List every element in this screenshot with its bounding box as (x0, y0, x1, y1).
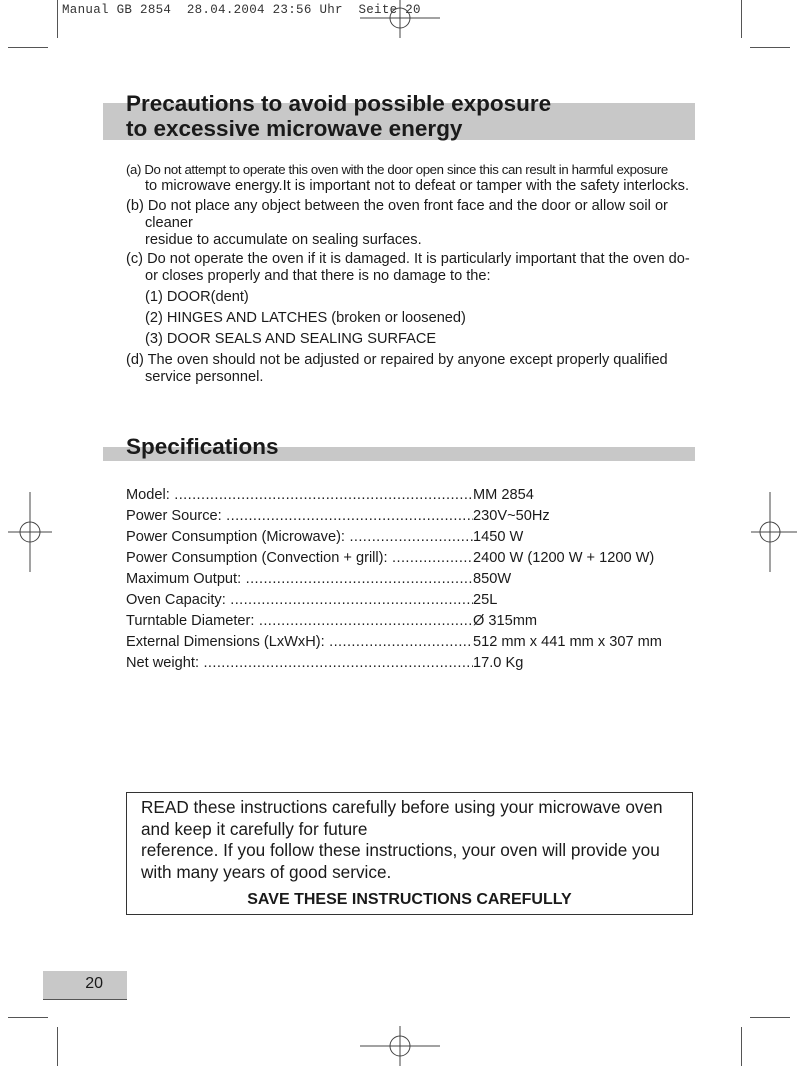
save-instructions-heading: SAVE THESE INSTRUCTIONS CAREFULLY (247, 891, 572, 908)
precaution-a-line1: (a) Do not attempt to operate this oven with the door open since this can result in harmful exposure (126, 162, 668, 177)
note-line4: with many years of good service. (141, 861, 392, 882)
spec-value: 25L (473, 592, 498, 608)
precaution-c (126, 251, 696, 285)
specifications-title: Specifications (126, 434, 279, 459)
spec-label: Oven Capacity: ..... (126, 590, 473, 611)
precaution-c-line2: or closes properly and that there is no damage to the: (145, 268, 491, 284)
note-line1: READ these instructions carefully before using your microwave oven (141, 797, 663, 817)
precautions-title-line1: Precautions to avoid possible exposure (126, 91, 552, 116)
spec-value: 2400 W (1200 W + 1200 W) (473, 550, 655, 566)
spec-value: 1450 W (473, 529, 524, 545)
precaution-d (126, 352, 696, 386)
spec-value: 230V~50Hz (473, 508, 550, 524)
precaution-d-line1: (d) The oven should not be adjusted or repaired by anyone except properly qualified (126, 352, 668, 368)
note-line3: reference. If you follow these instructions, your oven will provide you (141, 840, 660, 860)
spec-row (126, 653, 686, 674)
spec-value: 850W (473, 571, 512, 587)
precaution-b-line1: (b) Do not place any object between the oven front face and the door or allow soil or (126, 198, 668, 214)
registration-mark-bottom (360, 1026, 440, 1066)
spec-value: Ø 315mm (473, 613, 538, 629)
spec-row (126, 590, 686, 611)
precaution-d-line2: service personnel. (145, 369, 264, 385)
spec-value: 17.0 Kg (473, 655, 524, 671)
spec-row (126, 548, 686, 569)
spec-row (126, 611, 686, 632)
precaution-c-2: (2) HINGES AND LATCHES (broken or loosened) (145, 310, 466, 326)
spec-label: Power Source: ..... (126, 506, 473, 527)
page-number-tab (43, 971, 127, 1000)
spec-row (126, 632, 686, 653)
precaution-a-line2: to microwave energy.It is important not to defeat or tamper with the safety interlocks. (145, 178, 689, 194)
spec-label: Power Consumption (Microwave): ..... (126, 527, 473, 548)
precaution-c-line1: (c) Do not operate the oven if it is damaged. It is particularly important that the oven do- (126, 251, 690, 267)
spec-label: Maximum Output: ..... (126, 569, 473, 590)
note-line2: and keep it carefully for future (141, 818, 368, 839)
registration-mark-right (749, 492, 799, 572)
spec-label: Model: ..... (126, 485, 473, 506)
spec-label: Net weight: ..... (126, 653, 473, 674)
registration-mark-top (360, 0, 440, 40)
spec-row (126, 527, 686, 548)
spec-label: Turntable Diameter: ..... (126, 611, 473, 632)
spec-row (126, 569, 686, 590)
precaution-b-line3: residue to accumulate on sealing surfaces. (145, 232, 422, 248)
precaution-b-line2: cleaner (145, 215, 193, 231)
specifications-table (126, 485, 686, 674)
precaution-c-1: (1) DOOR(dent) (145, 289, 249, 305)
page-number: 20 (85, 975, 103, 992)
spec-value: 512 mm x 441 mm x 307 mm (473, 634, 662, 650)
spec-value: MM 2854 (473, 487, 534, 503)
precaution-a (126, 161, 696, 195)
precautions-title-line2: to excessive microwave energy (126, 116, 463, 141)
spec-label: Power Consumption (Convection + grill): ..... (126, 548, 473, 569)
read-instructions-box (126, 792, 693, 915)
spec-label: External Dimensions (LxWxH): ..... (126, 632, 473, 653)
spec-row (126, 506, 686, 527)
registration-mark-left (8, 492, 58, 572)
precaution-c-3: (3) DOOR SEALS AND SEALING SURFACE (145, 331, 437, 347)
precaution-b (126, 198, 696, 249)
precautions-title (126, 91, 551, 141)
print-slug: Manual GB 2854 28.04.2004 23:56 Uhr Seite 20 (62, 3, 421, 17)
spec-row (126, 485, 686, 506)
